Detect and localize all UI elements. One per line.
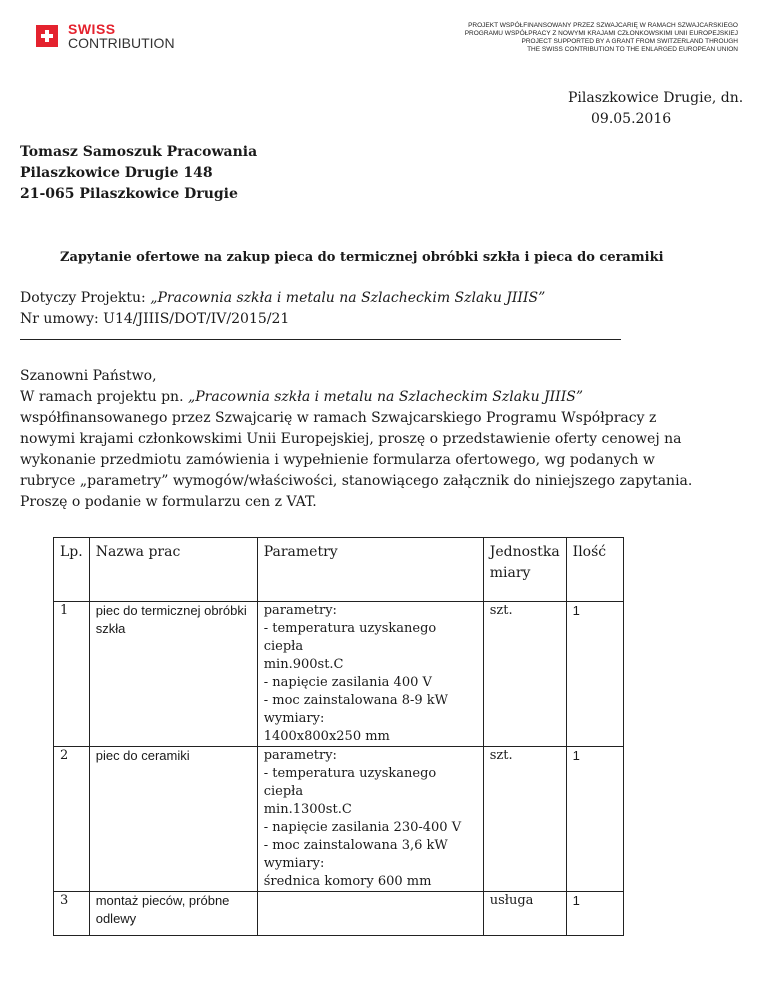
project-label: Dotyczy Projektu: <box>20 290 151 306</box>
row-params <box>257 892 483 936</box>
body-intro: W ramach projektu pn. <box>20 389 188 405</box>
param-line: wymiary: <box>263 856 325 871</box>
param-line: średnica komory 600 mm <box>263 874 432 889</box>
greeting: Szanowni Państwo, <box>20 368 157 384</box>
row-params <box>257 602 483 747</box>
swiss-cross-icon <box>36 25 58 47</box>
separator-line <box>20 339 621 340</box>
project-note-line: PROGRAMU WSPÓŁPRACY Z NOWYMI KRAJAMI CZŁONKOWSKIMI UNII EUROPEJSKIEJ <box>464 30 738 37</box>
header-lp: Lp. <box>54 538 90 602</box>
header-params: Parametry <box>257 538 483 602</box>
project-note-line: PROJEKT WSPÓŁFINANSOWANY PRZEZ SZWAJCARIĘ W RAMACH SZWAJCARSKIEGO <box>468 22 738 29</box>
project-line <box>20 288 545 309</box>
project-note-line: PROJECT SUPPORTED BY A GRANT FROM SWITZERLAND THROUGH <box>521 38 738 45</box>
row-lp: 3 <box>54 892 90 936</box>
project-note-line: THE SWISS CONTRIBUTION TO THE ENLARGED EUROPEAN UNION <box>527 46 738 53</box>
row-qty: 1 <box>566 892 623 936</box>
row-name: piec do termicznej obróbki szkła <box>89 602 257 747</box>
project-funding-note <box>378 22 738 54</box>
param-line: - moc zainstalowana 3,6 kW <box>263 838 448 853</box>
table-row <box>54 602 624 747</box>
swiss-contribution-logo <box>36 22 175 50</box>
row-lp: 2 <box>54 747 90 892</box>
param-line: parametry: <box>263 748 337 763</box>
body-vat-note: Proszę o podanie w formularzu cen z VAT. <box>20 494 317 510</box>
param-line: 1400x800x250 mm <box>263 729 390 744</box>
param-line: wymiary: <box>263 711 325 726</box>
param-line: - temperatura uzyskanego ciepła <box>263 621 437 654</box>
recipient-street: Pilaszkowice Drugie 148 <box>20 165 213 181</box>
table-header-row <box>54 538 624 602</box>
header-qty: Ilość <box>566 538 623 602</box>
param-line: parametry: <box>263 603 337 618</box>
recipient-name: Tomasz Samoszuk Pracowania <box>20 144 258 160</box>
row-qty: 1 <box>566 602 623 747</box>
param-line: - temperatura uzyskanego ciepła <box>263 766 437 799</box>
row-lp: 1 <box>54 602 90 747</box>
recipient-city: 21-065 Pilaszkowice Drugie <box>20 186 238 202</box>
table-row <box>54 747 624 892</box>
param-line: min.1300st.C <box>263 802 352 817</box>
project-name: „Pracownia szkła i metalu na Szlacheckim Szlaku JIIIS” <box>150 290 546 306</box>
letter-body <box>20 366 700 513</box>
header-name: Nazwa prac <box>89 538 257 602</box>
offer-table <box>53 537 624 936</box>
project-references <box>20 288 545 330</box>
row-qty: 1 <box>566 747 623 892</box>
row-unit: szt. <box>483 747 566 892</box>
param-line: - napięcie zasilania 400 V <box>263 675 432 690</box>
row-params <box>257 747 483 892</box>
param-line: - moc zainstalowana 8-9 kW <box>263 693 449 708</box>
contract-number: Nr umowy: U14/JIIIS/DOT/IV/2015/21 <box>20 311 290 327</box>
date: 09.05.2016 <box>591 111 672 127</box>
row-name: piec do ceramiki <box>89 747 257 892</box>
param-line: min.900st.C <box>263 657 344 672</box>
param-line: - napięcie zasilania 230-400 V <box>263 820 462 835</box>
body-project-name: „Pracownia szkła i metalu na Szlacheckim Szlaku JIIIS” <box>187 389 583 405</box>
place: Pilaszkowice Drugie, dn. <box>568 90 744 106</box>
letter-subject: Zapytanie ofertowe na zakup pieca do termicznej obróbki szkła i pieca do ceramiki <box>60 250 664 265</box>
place-and-date <box>568 88 743 130</box>
logo-primary-text: SWISS <box>68 21 116 37</box>
body-rest: współfinansowanego przez Szwajcarię w ramach Szwajcarskiego Programu Współpracy z nowymi krajami członkowskimi Unii Europejskiej, proszę o przedstawienie oferty cenowej na wykonanie przedmiotu zamówienia i wypełnienie formularza ofertowego, wg podanych w rubryce „parametry” wymogów/właściwości, stanowiącego załącznik do niniejszego zapytania. <box>20 410 693 489</box>
row-unit: usługa <box>483 892 566 936</box>
row-unit: szt. <box>483 602 566 747</box>
logo-secondary-text: CONTRIBUTION <box>68 35 175 51</box>
table-row <box>54 892 624 936</box>
header-unit: Jednostka miary <box>483 538 566 602</box>
body-paragraph <box>20 387 700 492</box>
row-name: montaż pieców, próbne odlewy <box>89 892 257 936</box>
recipient-address <box>20 142 257 205</box>
